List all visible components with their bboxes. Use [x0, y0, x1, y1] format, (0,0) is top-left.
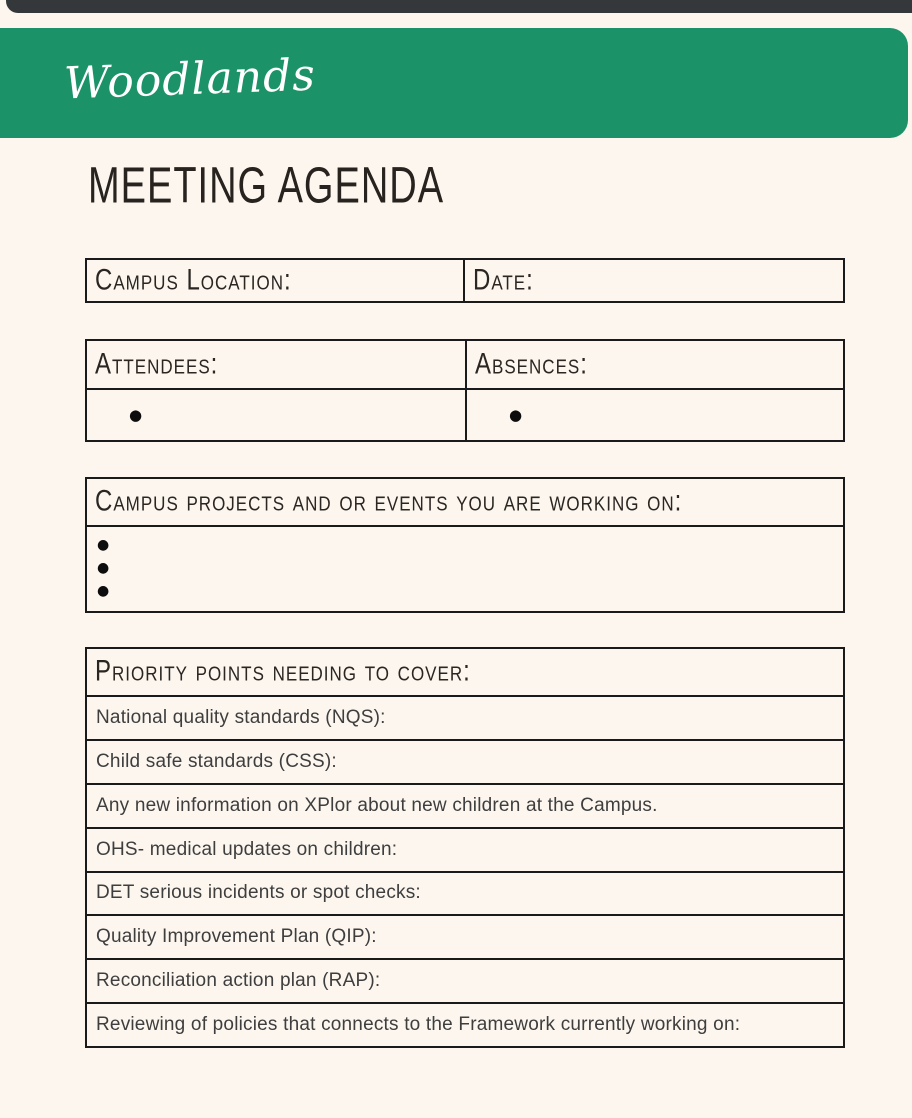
date-cell[interactable]: [465, 260, 843, 301]
woodlands-logo: Woodlands: [63, 49, 317, 110]
priority-row-label: Reviewing of policies that connects to the Framework currently working on:: [96, 1014, 741, 1036]
bullet-icon: ●: [97, 583, 110, 599]
priority-row-label: DET serious incidents or spot checks:: [96, 882, 421, 904]
priority-row-css[interactable]: [87, 739, 843, 783]
date-label: Date:: [473, 263, 534, 297]
campus-projects-table: [85, 477, 845, 613]
top-window-bar: [6, 0, 912, 13]
priority-row-label: National quality standards (NQS):: [96, 706, 386, 728]
priority-row-label: Reconciliation action plan (RAP):: [96, 970, 381, 992]
location-date-table: [85, 258, 845, 303]
priority-points-header-cell: [87, 649, 843, 695]
attendees-header-cell: [87, 341, 465, 388]
attendees-label: Attendees:: [95, 347, 219, 381]
absences-label: Absences:: [475, 347, 588, 381]
priority-row-label: Quality Improvement Plan (QIP):: [96, 926, 377, 948]
attendees-list-cell[interactable]: [87, 388, 465, 440]
priority-row-qip[interactable]: [87, 914, 843, 958]
priority-points-table: [85, 647, 845, 1048]
brand-header-banner: [0, 28, 908, 138]
bullet-icon: ●: [97, 537, 110, 553]
campus-location-cell[interactable]: [87, 260, 465, 301]
priority-row-ohs[interactable]: [87, 827, 843, 871]
priority-row-label: Any new information on XPlor about new children at the Campus.: [96, 794, 658, 816]
page-title: MEETING AGENDA: [88, 158, 445, 215]
priority-row-xplor[interactable]: [87, 783, 843, 827]
attendance-table: [85, 339, 845, 442]
campus-projects-list-cell[interactable]: [87, 527, 843, 603]
bullet-icon: ●: [97, 560, 110, 576]
priority-row-label: Child safe standards (CSS):: [96, 750, 337, 772]
absences-header-cell: [465, 341, 843, 388]
priority-row-det[interactable]: [87, 871, 843, 915]
bullet-icon: ●: [509, 405, 523, 424]
priority-row-label: OHS- medical updates on children:: [96, 838, 398, 860]
campus-projects-header-cell: [87, 479, 843, 527]
campus-location-label: Campus Location:: [95, 263, 292, 297]
priority-row-policies[interactable]: [87, 1002, 843, 1046]
campus-projects-label: Campus projects and or events you are working on:: [95, 484, 683, 518]
priority-points-label: Priority points needing to cover:: [95, 654, 471, 688]
absences-list-cell[interactable]: [465, 388, 843, 440]
priority-row-rap[interactable]: [87, 958, 843, 1002]
bullet-icon: ●: [129, 405, 143, 424]
priority-row-nqs[interactable]: [87, 695, 843, 739]
